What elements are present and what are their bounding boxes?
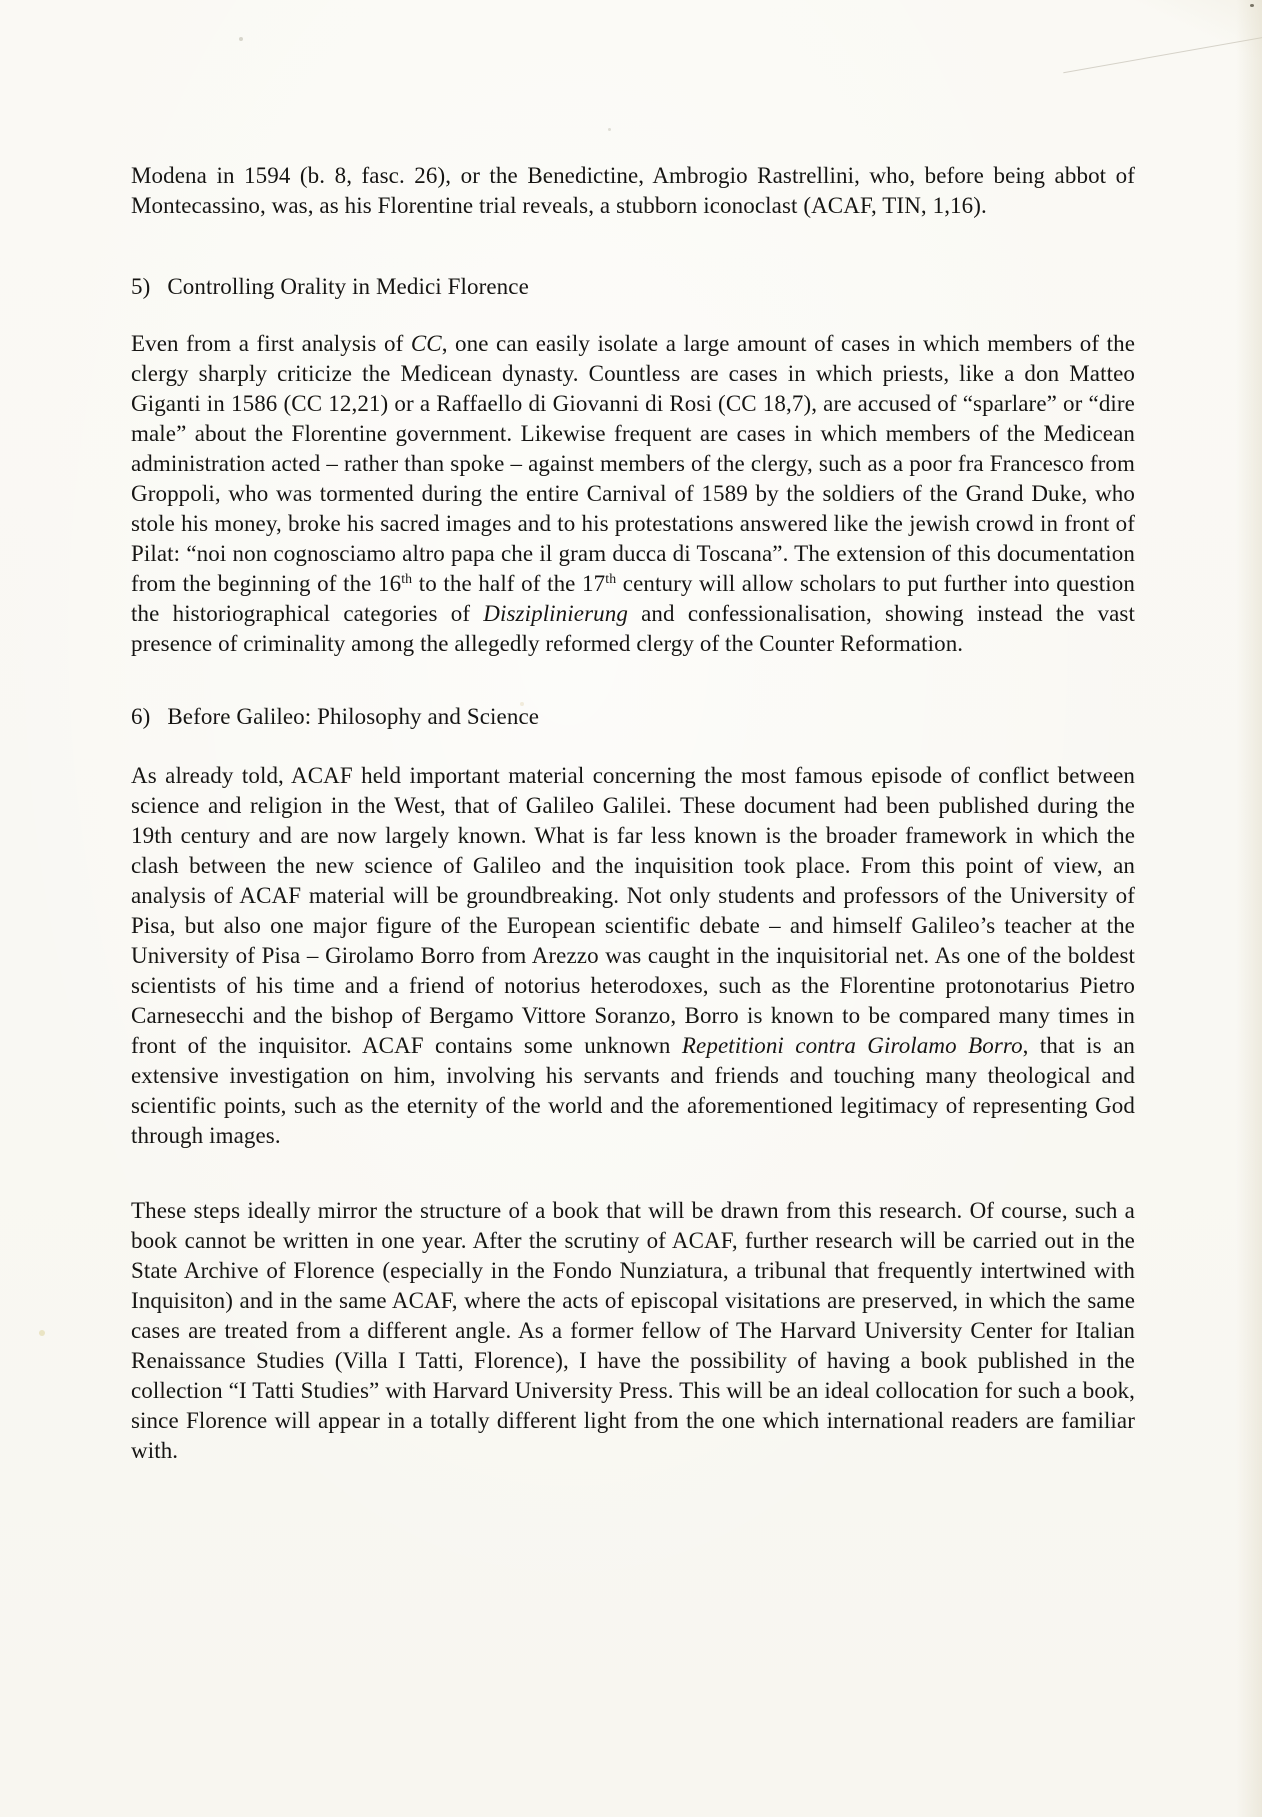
section-title: Before Galileo: Philosophy and Science: [167, 704, 540, 729]
section-number: 6): [131, 704, 151, 729]
paragraph-continuation: Modena in 1594 (b. 8, fasc. 26), or the Benedictine, Ambrogio Rastrellini, who, before being abbot of Montecassino, was, as his Florentine trial reveals, a stubborn iconoclast (ACAF, TIN, 1,16).: [131, 163, 1135, 218]
section-number: 5): [131, 274, 151, 299]
closing-paragraph: These steps ideally mirror the structure of a book that will be drawn from this research. Of course, such a book cannot be written in one year. After the scrutiny of ACAF, further research will be carried out in the State Archive of Florence (especially in the Fondo Nunziatura, a tribunal that frequently intertwined with Inquisiton) and in the same ACAF, where the acts of episcopal visitations are preserved, in which the same cases are treated from a different angle. As a former fellow of The Harvard University Center for Italian Renaissance Studies (Villa I Tatti, Florence), I have the possibility of having a book published in the collection “I Tatti Studies” with Harvard University Press. This will be an ideal collocation for such a book, since Florence will appear in a totally different light from the one which international readers are familiar with.: [131, 1198, 1135, 1463]
section-title: Controlling Orality in Medici Florence: [167, 274, 529, 299]
scan-edge-shadow: [1236, 0, 1262, 1817]
scan-speck: [1250, 4, 1254, 7]
section-6-paragraph: As already told, ACAF held important material concerning the most famous episode of conflict between science and religion in the West, that of Galileo Galilei. These document had been published during the 19th century and are now largely known. What is far less known is the broader framework in which the clash between the new science of Galileo and the inquisition took place. From this point of view, an analysis of ACAF material will be groundbreaking. Not only students and professors of the University of Pisa, but also one major figure of the European scientific debate – and himself Galileo’s teacher at the University of Pisa – Girolamo Borro from Arezzo was caught in the inquisitorial net. As one of the boldest scientists of his time and a friend of notorius heterodoxes, such as the Florentine protonotarius Pietro Carnesecchi and the bishop of Bergamo Vittore Soranzo, Borro is known to be compared many times in front of the inquisitor. ACAF contains some unknown Repetitioni contra Girolamo Borro, that is an extensive investigation on him, involving his servants and friends and touching many theological and scientific points, such as the eternity of the world and the aforementioned legitimacy of representing God through images.: [131, 763, 1135, 1148]
section-heading-6: [131, 702, 1135, 732]
section-heading-5: [131, 272, 1135, 302]
scan-speck: [39, 1330, 45, 1336]
document-text-column: [131, 0, 1135, 1817]
section-5-paragraph: Even from a first analysis of CC, one can easily isolate a large amount of cases in which members of the clergy sharply criticize the Medicean dynasty. Countless are cases in which priests, like a don Matteo Giganti in 1586 (CC 12,21) or a Raffaello di Giovanni di Rosi (CC 18,7), are accused of “sparlare” or “dire male” about the Florentine government. Likewise frequent are cases in which members of the Medicean administration acted – rather than spoke – against members of the clergy, such as a poor fra Francesco from Groppoli, who was tormented during the entire Carnival of 1589 by the soldiers of the Grand Duke, who stole his money, broke his sacred images and to his protestations answered like the jewish crowd in front of Pilat: “noi non cognosciamo altro papa che il gram ducca di Toscana”. The extension of this documentation from the beginning of the 16th to the half of the 17th century will allow scholars to put further into question the historiographical categories of Disziplinierung and confessionalisation, showing instead the vast presence of criminality among the allegedly reformed clergy of the Counter Reformation.: [131, 331, 1135, 656]
